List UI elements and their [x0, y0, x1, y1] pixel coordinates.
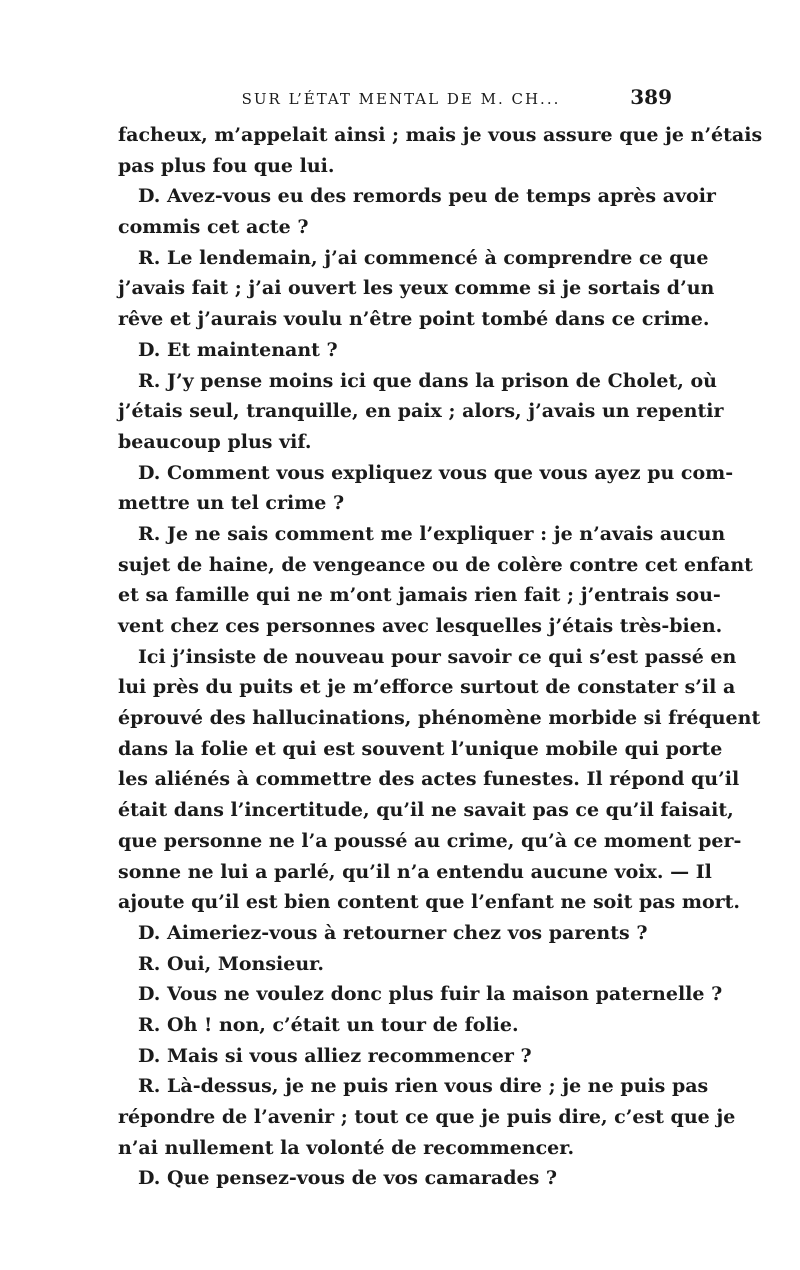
running-head: SUR L’ÉTAT MENTAL DE M. CH... — [241, 90, 561, 108]
text-line: vent chez ces personnes avec lesquelles j’étais très-bien. — [118, 615, 723, 637]
text-line: D. Et maintenant ? — [138, 338, 338, 361]
page-number: 389 — [630, 85, 672, 109]
text-line: beaucoup plus vif. — [118, 430, 312, 453]
text-line: rêve et j’aurais voulu n’être point tombé dans ce crime. — [118, 308, 710, 331]
text-line: sujet de haine, de vengeance ou de colère contre cet enfant — [118, 553, 753, 576]
text-line: D. Comment vous expliquez vous que vous ayez pu com- — [138, 461, 734, 484]
body-text — [118, 120, 763, 1194]
text-line: commis cet acte ? — [118, 216, 309, 239]
text-line: D. Aimeriez-vous à retourner chez vos parents ? — [138, 921, 648, 944]
text-line: j’étais seul, tranquille, en paix ; alors, j’avais un repentir — [118, 400, 724, 423]
text-line: mettre un tel crime ? — [118, 492, 345, 515]
text-line: répondre de l’avenir ; tout ce que je puis dire, c’est que je — [118, 1106, 736, 1128]
text-line: D. Que pensez-vous de vos camarades ? — [138, 1167, 558, 1190]
text-line: D. Vous ne voulez donc plus fuir la maison paternelle ? — [138, 983, 723, 1006]
text-line: lui près du puits et je m’efforce surtout de constater s’il a — [118, 676, 736, 699]
text-line: R. Oui, Monsieur. — [138, 952, 325, 975]
text-line: pas plus fou que lui. — [118, 154, 335, 177]
text-line: éprouvé des hallucinations, phénomène morbide si fréquent — [118, 707, 761, 730]
text-line: j’avais fait ; j’ai ouvert les yeux comme si je sortais d’un — [118, 277, 715, 300]
text-line: dans la folie et qui est souvent l’unique mobile qui porte — [118, 737, 723, 760]
text-line: R. Là-dessus, je ne puis rien vous dire ; je ne puis pas — [138, 1075, 709, 1098]
text-line: sonne ne lui a parlé, qu’il n’a entendu aucune voix. — Il — [118, 860, 712, 883]
text-line: les aliénés à commettre des actes funestes. Il répond qu’il — [118, 768, 740, 791]
text-line: n’ai nullement la volonté de recommencer. — [118, 1136, 575, 1159]
text-line: R. Je ne sais comment me l’expliquer : je n’avais aucun — [138, 522, 726, 545]
text-line: était dans l’incertitude, qu’il ne savait pas ce qu’il faisait, — [118, 799, 734, 822]
text-line: D. Avez-vous eu des remords peu de temps après avoir — [138, 185, 716, 208]
text-line: R. Le lendemain, j’ai commencé à comprendre ce que — [138, 246, 709, 269]
text-line: R. J’y pense moins ici que dans la prison de Cholet, où — [138, 369, 717, 392]
text-line: R. Oh ! non, c’était un tour de folie. — [138, 1013, 519, 1036]
page-header — [130, 85, 672, 120]
text-line: et sa famille qui ne m’ont jamais rien fait ; j’entrais sou- — [118, 584, 721, 607]
text-line: Ici j’insiste de nouveau pour savoir ce qui s’est passé en — [138, 645, 737, 668]
text-line: D. Mais si vous alliez recommencer ? — [138, 1044, 532, 1067]
text-line: facheux, m’appelait ainsi ; mais je vous assure que je n’étais — [118, 124, 763, 146]
text-line: que personne ne l’a poussé au crime, qu’à ce moment per- — [118, 829, 742, 852]
text-line: ajoute qu’il est bien content que l’enfant ne soit pas mort. — [118, 891, 741, 914]
